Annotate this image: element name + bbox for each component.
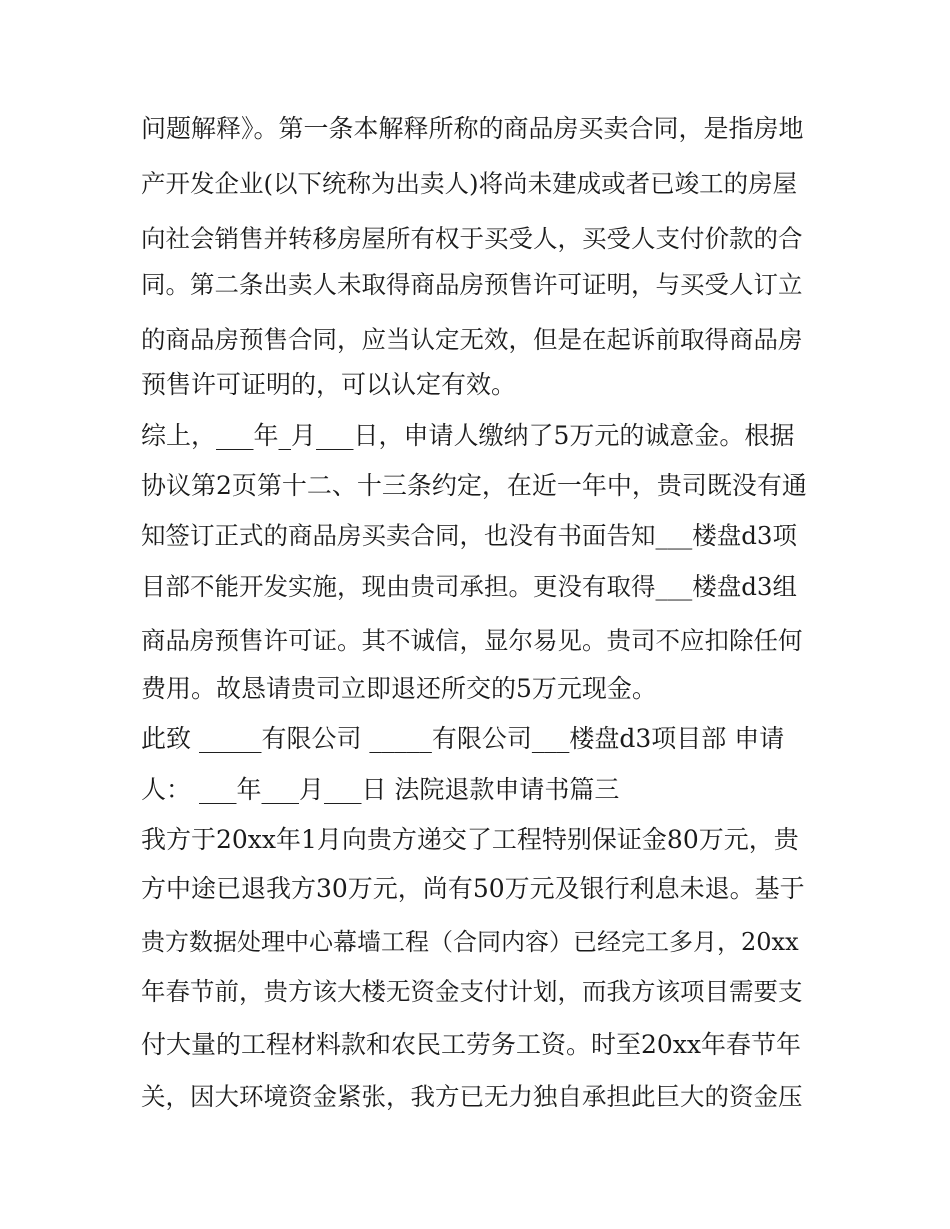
text-line: 关，因大环境资金紧张，我方已无力独自承担此巨大的资金压	[141, 1082, 803, 1111]
text-line: 我方于20xx年1月向贵方递交了工程特别保证金80万元，贵	[141, 825, 799, 854]
text-line: 同。第二条出卖人未取得商品房预售许可证明，与买受人订立	[141, 270, 803, 299]
text-line: 产开发企业(以下统称为出卖人)将尚未建成或者已竣工的房屋	[141, 169, 798, 198]
text-line: 知签订正式的商品房买卖合同，也没有书面告知___楼盘d3项	[141, 521, 798, 550]
text-line: 商品房预售许可证。其不诚信，显尔易见。贵司不应扣除任何	[141, 626, 803, 655]
text-line: 预售许可证明的，可以认定有效。	[141, 370, 517, 399]
text-line: 问题解释》。第一条本解释所称的商品房买卖合同，是指房地	[141, 114, 804, 143]
text-line: 协议第2页第十二、十三条约定，在近一年中，贵司既没有通	[141, 471, 807, 500]
text-line: 付大量的工程材料款和农民工劳务工资。时至20xx年春节年	[141, 1030, 802, 1059]
text-line: 贵方数据处理中心幕墙工程（合同内容）已经完工多月，20xx	[141, 928, 799, 956]
text-line: 综上，___年_月___日，申请人缴纳了5万元的诚意金。根据	[141, 421, 795, 450]
text-line: 目部不能开发实施，现由贵司承担。更没有取得___楼盘d3组	[141, 572, 798, 601]
text-line: 的商品房预售合同，应当认定无效，但是在起诉前取得商品房	[141, 325, 803, 354]
text-line: 人： ___年___月___日 法院退款申请书篇三	[141, 775, 620, 804]
text-line: 此致 _____有限公司 _____有限公司___楼盘d3项目部 申请	[141, 724, 785, 753]
text-line: 年春节前，贵方该大楼无资金支付计划，而我方该项目需要支	[141, 977, 803, 1006]
text-line: 向社会销售并转移房屋所有权于买受人，买受人支付价款的合	[141, 224, 803, 253]
text-line: 方中途已退我方30万元，尚有50万元及银行利息未退。基于	[141, 874, 805, 903]
text-line: 费用。故恳请贵司立即退还所交的5万元现金。	[141, 674, 657, 703]
